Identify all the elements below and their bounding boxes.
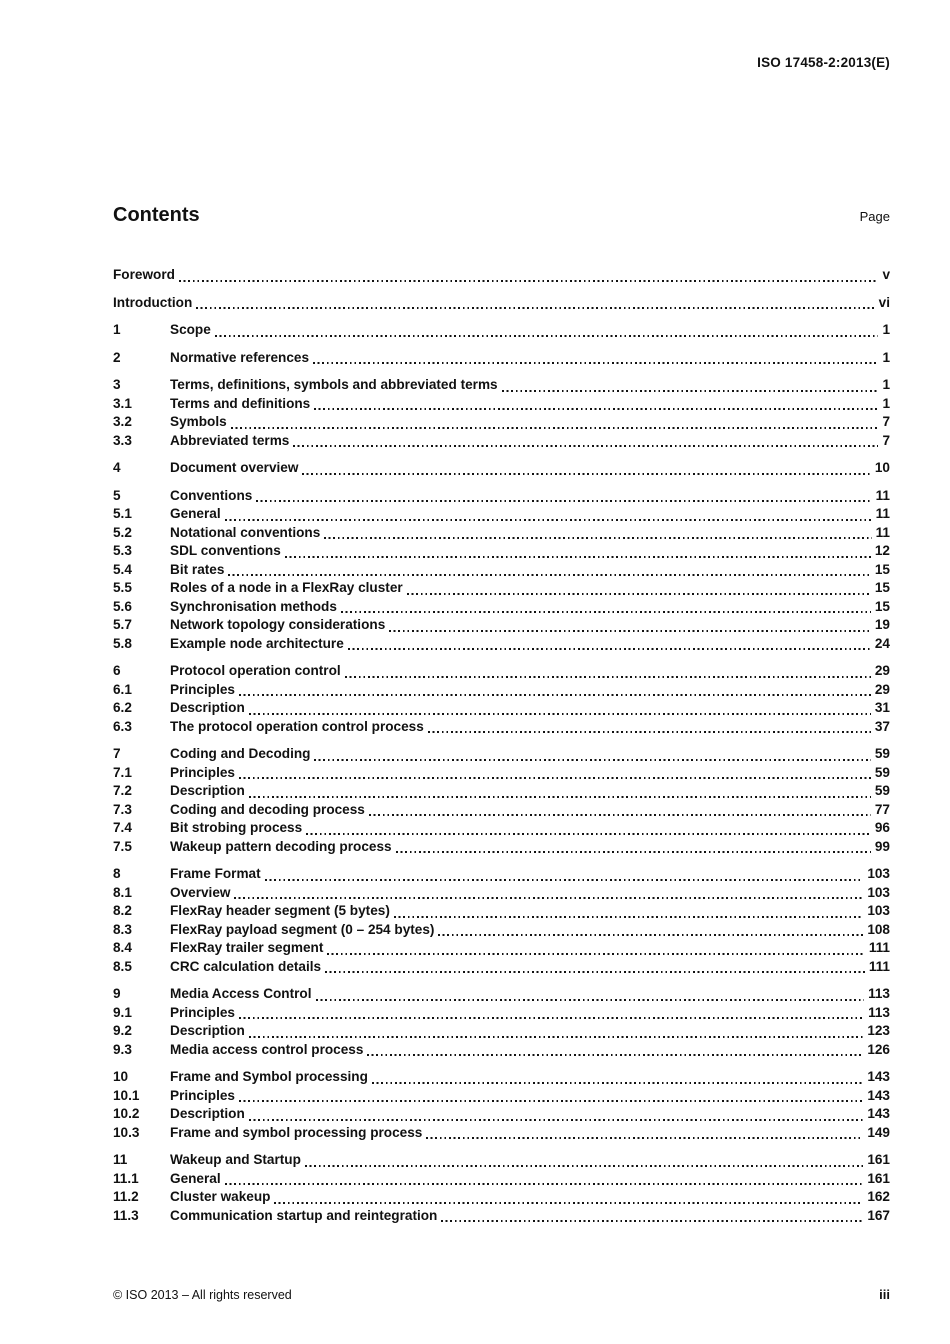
toc-entry-page: 59 [874,746,890,761]
toc-entry-number: 6.3 [113,718,132,734]
toc-entry-title: Protocol operation control [170,663,341,678]
toc-entry-page: 113 [868,1004,890,1020]
toc-entry-number: 8.5 [113,958,132,974]
toc-entry-title: Wakeup pattern decoding process [170,838,392,854]
toc-entry-number: 7.4 [113,820,132,835]
toc-entry [113,321,890,340]
dot-leader [314,408,878,410]
toc-entry-page: 143 [867,1106,890,1121]
toc-entry-number: 11.3 [113,1207,139,1223]
dot-leader [234,897,863,899]
toc-entry-number: 7.1 [113,764,132,780]
toc-entry-page: 99 [874,838,890,854]
toc-entry-title: Description [170,1023,245,1038]
toc-entry-title: SDL conventions [170,543,281,558]
toc-group [113,349,890,368]
toc-entry-page: 111 [868,940,890,955]
toc-entry-number: 8.4 [113,940,132,955]
dot-leader [325,971,865,973]
document-reference: ISO 17458-2:2013(E) [757,55,890,70]
toc-entry-title: Media access control process [170,1041,364,1057]
page-footer [113,1287,890,1302]
toc-entry-page: 161 [867,1152,890,1167]
contents-header-row [113,204,890,227]
toc-entry-number: 5.2 [113,524,132,540]
toc-entry-number: 1 [113,322,121,337]
dot-leader [367,1054,863,1056]
toc-entry-page: 59 [874,783,890,798]
toc-entry-page: 24 [874,635,890,651]
toc-entry-title: Principles [170,1004,235,1020]
toc-entry-title: Description [170,700,245,715]
toc-group [113,745,890,856]
toc-entry-page: 167 [867,1207,890,1223]
toc-entry [113,718,890,737]
toc-entry-page: v [882,267,890,282]
toc-entry-number: 9 [113,986,121,1001]
dot-leader [265,879,864,881]
toc-entry-title: Example node architecture [170,635,344,651]
toc-entry [113,902,890,921]
toc-entry-number: 10.3 [113,1124,140,1140]
toc-entry-page: 59 [874,764,890,780]
toc-entry-number: 5 [113,487,121,503]
dot-leader [369,814,871,816]
toc-entry [113,884,890,903]
toc-entry-title: Principles [170,681,235,697]
toc-entry-page: 103 [867,884,890,900]
dot-leader [348,648,871,650]
dot-leader [306,833,871,835]
toc-entry [113,764,890,783]
dot-leader [215,335,879,337]
dot-leader [441,1220,863,1222]
toc-entry-page: 108 [867,921,890,937]
toc-entry-title: Introduction [113,294,193,310]
toc-entry [113,524,890,543]
dot-leader [249,1119,864,1121]
toc-entry-number: 8.3 [113,921,132,937]
toc-entry [113,745,890,764]
toc-entry [113,579,890,598]
toc-group [113,985,890,1059]
toc-entry-title: Coding and decoding process [170,801,365,817]
toc-entry-page: 7 [882,414,890,429]
toc-entry-number: 5.3 [113,543,132,558]
dot-leader [372,1082,863,1084]
toc-entry-page: 10 [874,460,890,475]
toc-entry-number: 2 [113,349,121,365]
toc-entry-page: 162 [867,1189,890,1204]
toc-entry-page: vi [878,294,890,310]
toc-entry-title: Cluster wakeup [170,1189,271,1204]
toc-entry-title: Communication startup and reintegration [170,1207,438,1223]
toc-entry-page: 123 [867,1023,890,1038]
toc-entry-number: 6.2 [113,700,132,715]
toc-entry-number: 9.1 [113,1004,132,1020]
dot-leader [228,574,870,576]
toc-entry-title: Description [170,783,245,798]
toc-entry-number: 7.3 [113,801,132,817]
toc-entry-page: 113 [868,986,890,1001]
toc-entry-title: Notational conventions [170,524,321,540]
toc-entry [113,395,890,414]
dot-leader [426,1137,863,1139]
toc-entry-page: 15 [874,598,890,614]
toc-entry-title: Wakeup and Startup [170,1152,301,1167]
toc-entry [113,838,890,857]
toc-entry [113,542,890,561]
toc-entry [113,801,890,820]
toc-entry [113,681,890,700]
toc-entry [113,1207,890,1226]
page-number: iii [879,1287,890,1302]
toc-group [113,294,890,313]
dot-leader [327,953,864,955]
toc-entry-title: Document overview [170,460,299,475]
toc-entry-number: 5.7 [113,617,132,632]
toc-entry [113,699,890,718]
toc-entry-number: 3.2 [113,414,132,429]
dot-leader [239,777,871,779]
toc-entry-title: Overview [170,884,231,900]
toc-entry-title: Foreword [113,267,175,282]
dot-leader [316,999,865,1001]
toc-entry [113,782,890,801]
toc-entry-number: 5.5 [113,580,132,595]
toc-entry [113,939,890,958]
toc-entry-number: 8.1 [113,884,132,900]
toc-entry [113,1170,890,1189]
dot-leader [428,731,871,733]
toc-entry-page: 11 [875,487,890,503]
dot-leader [274,1202,863,1204]
toc-entry-title: Abbreviated terms [170,432,290,448]
toc-entry-page: 1 [882,322,890,337]
dot-leader [345,676,871,678]
toc-entry [113,349,890,368]
toc-entry [113,487,890,506]
toc-entry-page: 161 [867,1170,890,1186]
toc-entry-title: FlexRay payload segment (0 – 254 bytes) [170,921,435,937]
dot-leader [249,796,871,798]
toc-entry [113,1041,890,1060]
toc-entry-number: 8 [113,866,121,881]
toc-entry-page: 15 [874,580,890,595]
toc-entry-page: 19 [874,617,890,632]
toc-group [113,662,890,736]
toc-entry-page: 111 [868,958,890,974]
toc-entry-page: 29 [874,681,890,697]
toc-entry-page: 11 [875,524,890,540]
dot-leader [394,916,863,918]
toc-entry-title: Network topology considerations [170,617,386,632]
toc-entry-page: 143 [867,1087,890,1103]
toc-entry [113,1087,890,1106]
toc-entry-title: Principles [170,764,235,780]
toc-entry-number: 10.1 [113,1087,140,1103]
toc-entry [113,1105,890,1124]
toc-entry-page: 1 [882,395,890,411]
toc-entry-number: 11.1 [113,1170,139,1186]
dot-leader [196,307,874,309]
toc-group [113,376,890,450]
toc-entry-title: Media Access Control [170,986,312,1001]
toc-entry [113,561,890,580]
toc-entry-page: 1 [882,377,890,392]
toc-entry-number: 6 [113,663,121,678]
toc-group [113,1151,890,1225]
toc-entry-page: 103 [867,866,890,881]
toc-entry [113,505,890,524]
contents-title: Contents [113,204,200,226]
toc-entry-title: Symbols [170,414,227,429]
toc-entry-title: Bit strobing process [170,820,303,835]
toc-entry-number: 7.2 [113,783,132,798]
toc-entry-title: Frame and Symbol processing [170,1069,368,1084]
toc-entry-number: 5.8 [113,635,132,651]
toc-entry [113,616,890,635]
toc-entry [113,662,890,681]
toc-entry-page: 11 [875,506,890,521]
toc-entry-title: Frame and symbol processing process [170,1124,423,1140]
toc-entry-title: Description [170,1106,245,1121]
toc-entry-title: The protocol operation control process [170,718,424,734]
toc-entry-number: 7 [113,746,121,761]
dot-leader [407,593,871,595]
toc-entry-number: 10 [113,1069,129,1084]
toc-entry-title: FlexRay header segment (5 bytes) [170,903,390,918]
toc-entry [113,413,890,432]
toc-entry-number: 9.3 [113,1041,132,1057]
dot-leader [231,427,879,429]
toc-entry-page: 103 [867,903,890,918]
copyright-notice: © ISO 2013 – All rights reserved [113,1288,292,1302]
dot-leader [438,934,863,936]
toc-entry-page: 15 [874,561,890,577]
toc-entry-page: 149 [867,1124,890,1140]
toc-entry [113,1151,890,1170]
toc-entry-page: 37 [874,718,890,734]
toc-entry [113,635,890,654]
toc-entry [113,459,890,478]
dot-leader [313,362,878,364]
toc-entry [113,266,890,285]
toc-entry-number: 3 [113,377,121,392]
toc-group [113,865,890,976]
toc-entry-number: 5.1 [113,506,132,521]
toc-entry [113,958,890,977]
dot-leader [285,556,871,558]
dot-leader [341,611,871,613]
dot-leader [239,1017,864,1019]
toc-entry-title: FlexRay trailer segment [170,940,324,955]
dot-leader [179,280,879,282]
toc-entry-number: 3.1 [113,395,132,411]
toc-entry [113,1022,890,1041]
dot-leader [305,1165,863,1167]
dot-leader [302,473,870,475]
toc-entry-page: 126 [867,1041,890,1057]
toc-entry-number: 4 [113,460,121,475]
dot-leader [225,1183,864,1185]
toc-entry-title: Coding and Decoding [170,746,311,761]
dot-leader [249,713,871,715]
toc-entry-title: General [170,1170,221,1186]
toc-entry-page: 29 [874,663,890,678]
toc-group [113,459,890,478]
toc-entry [113,376,890,395]
toc-entry-number: 7.5 [113,838,132,854]
toc-entry-page: 77 [874,801,890,817]
page-column-label: Page [859,209,890,224]
toc-entry-title: Terms, definitions, symbols and abbreviated terms [170,377,498,392]
toc-group [113,487,890,654]
toc-entry [113,865,890,884]
dot-leader [239,1100,863,1102]
toc-entry-title: Terms and definitions [170,395,311,411]
toc-group [113,266,890,285]
toc-entry-title: Conventions [170,487,253,503]
toc-entry-number: 8.2 [113,903,132,918]
toc-entry-number: 11.2 [113,1189,139,1204]
toc-entry-page: 7 [882,432,890,448]
toc-entry-title: Roles of a node in a FlexRay cluster [170,580,403,595]
dot-leader [502,390,879,392]
toc-entry [113,294,890,313]
toc-entry [113,921,890,940]
toc-entry [113,598,890,617]
toc-entry-title: General [170,506,221,521]
toc-entry-number: 3.3 [113,432,132,448]
toc-entry [113,1004,890,1023]
toc-entry-number: 6.1 [113,681,132,697]
toc-entry [113,1068,890,1087]
toc-entry [113,1124,890,1143]
dot-leader [293,445,878,447]
toc-entry [113,1188,890,1207]
toc-entry-page: 143 [867,1069,890,1084]
toc-entry-title: Frame Format [170,866,261,881]
dot-leader [239,694,871,696]
toc-entry-page: 96 [874,820,890,835]
toc-entry-title: Bit rates [170,561,225,577]
toc-entry [113,819,890,838]
toc-entry-title: Normative references [170,349,310,365]
toc-entry-title: CRC calculation details [170,958,322,974]
dot-leader [324,537,871,539]
toc-entry-title: Principles [170,1087,235,1103]
toc-entry-number: 5.4 [113,561,132,577]
toc-group [113,1068,890,1142]
toc-group [113,321,890,340]
dot-leader [225,519,872,521]
toc-entry-page: 1 [882,349,890,365]
toc-entry [113,985,890,1004]
dot-leader [249,1036,864,1038]
toc-entry-title: Scope [170,322,211,337]
dot-leader [389,630,871,632]
toc-entry-title: Synchronisation methods [170,598,337,614]
toc-entry-number: 10.2 [113,1106,140,1121]
toc-entry-page: 31 [874,700,890,715]
toc-entry-number: 11 [113,1152,128,1167]
dot-leader [396,851,871,853]
dot-leader [314,759,870,761]
toc-entry-number: 5.6 [113,598,132,614]
toc-entry-number: 9.2 [113,1023,132,1038]
toc-entry-page: 12 [874,543,890,558]
toc-entry [113,432,890,451]
dot-leader [256,500,871,502]
toc [113,266,890,1225]
